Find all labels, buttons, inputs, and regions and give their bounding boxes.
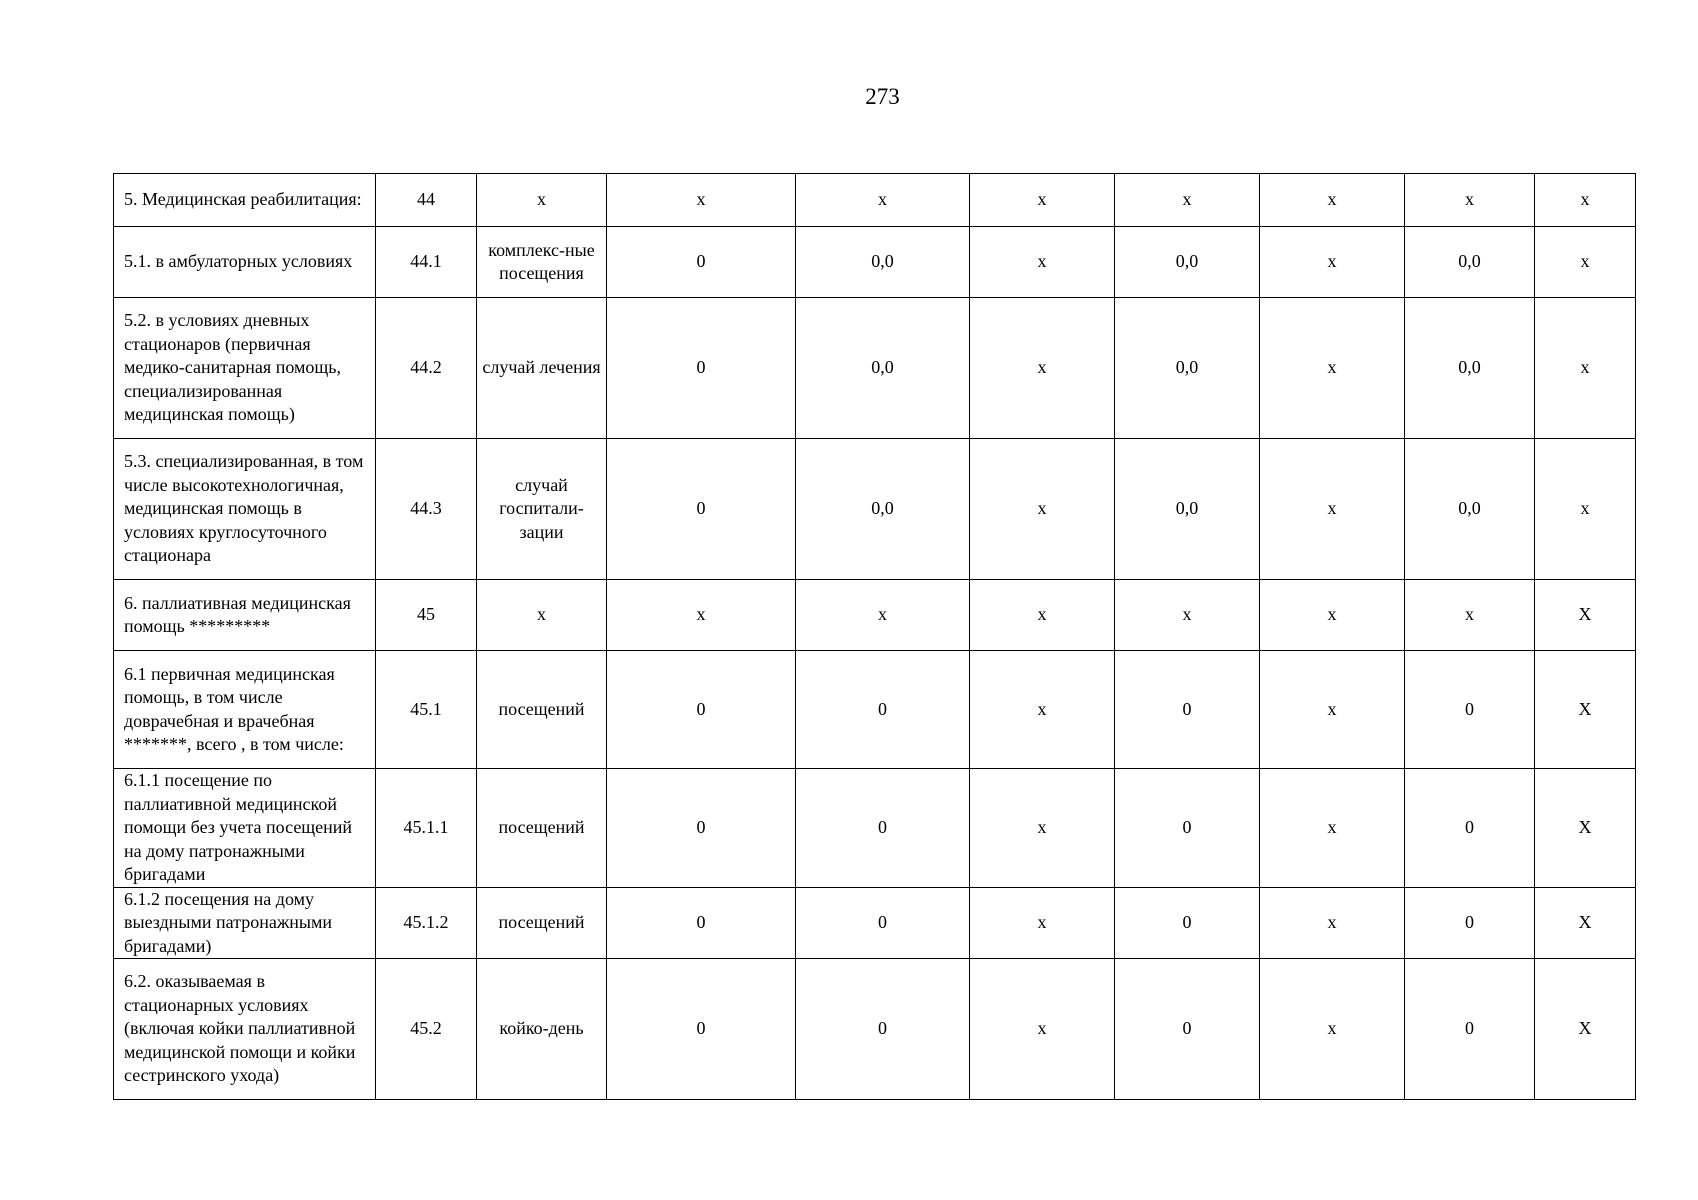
row-value: х [1260, 959, 1405, 1100]
row-value: 0 [607, 887, 796, 959]
row-value: 0 [1405, 651, 1535, 769]
row-value: х [970, 298, 1115, 439]
row-name: 5. Медицинская реабилитация: [114, 174, 376, 227]
row-value: 0 [1115, 959, 1260, 1100]
row-name: 5.3. специализированная, в том числе высокотехнологичная, медицинская помощь в условиях круглосуточного стационара [114, 439, 376, 580]
row-value: 0,0 [796, 439, 970, 580]
table-row [114, 580, 1636, 651]
row-value: 0 [607, 651, 796, 769]
row-value: х [607, 174, 796, 227]
row-unit: комплекс-ные посещения [477, 227, 607, 298]
row-value: х [970, 580, 1115, 651]
row-value: х [1260, 227, 1405, 298]
row-unit: койко-день [477, 959, 607, 1100]
row-value: 0 [796, 769, 970, 888]
row-name: 5.2. в условиях дневных стационаров (первичная медико-санитарная помощь, специализированная медицинская помощь) [114, 298, 376, 439]
row-value: х [1260, 298, 1405, 439]
row-value: х [1535, 298, 1636, 439]
row-unit: х [477, 580, 607, 651]
row-value: 0,0 [1405, 439, 1535, 580]
row-value: х [970, 769, 1115, 888]
table-row [114, 298, 1636, 439]
row-value: х [796, 174, 970, 227]
row-value: 0 [607, 959, 796, 1100]
row-value: х [970, 174, 1115, 227]
row-value: 0 [1405, 769, 1535, 888]
row-unit: случай лечения [477, 298, 607, 439]
row-value: х [1260, 174, 1405, 227]
row-code: 45.1.2 [376, 887, 477, 959]
row-value: х [1260, 887, 1405, 959]
row-value: 0 [1115, 769, 1260, 888]
row-value: х [970, 227, 1115, 298]
row-value: х [796, 580, 970, 651]
data-table [113, 173, 1636, 1100]
row-value: х [970, 439, 1115, 580]
row-value: 0 [1115, 887, 1260, 959]
row-value: х [1405, 174, 1535, 227]
row-value: 0,0 [796, 227, 970, 298]
row-unit: посещений [477, 887, 607, 959]
row-name: 6.2. оказываемая в стационарных условиях (включая койки паллиативной медицинской помощи и койки сестринского ухода) [114, 959, 376, 1100]
row-value: Х [1535, 580, 1636, 651]
row-value: х [607, 580, 796, 651]
row-value: х [970, 887, 1115, 959]
table-row [114, 174, 1636, 227]
row-name: 6.1.2 посещения на дому выездными патронажными бригадами) [114, 887, 376, 959]
table-row [114, 769, 1636, 888]
row-value: х [1115, 174, 1260, 227]
row-value: 0 [607, 298, 796, 439]
row-name: 5.1. в амбулаторных условиях [114, 227, 376, 298]
row-value: х [1115, 580, 1260, 651]
row-code: 44.2 [376, 298, 477, 439]
row-value: 0,0 [1405, 227, 1535, 298]
row-code: 45.1 [376, 651, 477, 769]
row-value: х [970, 959, 1115, 1100]
row-value: 0,0 [1115, 298, 1260, 439]
table-row [114, 887, 1636, 959]
table-row [114, 439, 1636, 580]
row-value: х [1260, 651, 1405, 769]
row-value: 0 [796, 959, 970, 1100]
row-value: Х [1535, 651, 1636, 769]
row-code: 44 [376, 174, 477, 227]
row-value: 0 [1115, 651, 1260, 769]
row-value: 0 [607, 769, 796, 888]
row-code: 45.2 [376, 959, 477, 1100]
row-code: 45 [376, 580, 477, 651]
row-code: 44.1 [376, 227, 477, 298]
row-unit: х [477, 174, 607, 227]
row-value: 0 [607, 439, 796, 580]
table-row [114, 651, 1636, 769]
row-value: 0 [1405, 959, 1535, 1100]
row-value: 0 [796, 887, 970, 959]
row-value: х [1405, 580, 1535, 651]
row-value: 0,0 [1115, 439, 1260, 580]
table-row [114, 959, 1636, 1100]
row-value: Х [1535, 887, 1636, 959]
row-value: х [1535, 227, 1636, 298]
row-value: 0 [1405, 887, 1535, 959]
row-value: х [1535, 439, 1636, 580]
row-unit: случай госпитали-зации [477, 439, 607, 580]
table-row [114, 227, 1636, 298]
row-value: 0,0 [1115, 227, 1260, 298]
row-value: Х [1535, 769, 1636, 888]
row-value: 0,0 [796, 298, 970, 439]
row-value: Х [1535, 959, 1636, 1100]
row-value: 0 [796, 651, 970, 769]
row-value: 0,0 [1405, 298, 1535, 439]
row-name: 6.1 первичная медицинская помощь, в том числе доврачебная и врачебная *******, всего , в том числе: [114, 651, 376, 769]
row-name: 6. паллиативная медицинская помощь ********* [114, 580, 376, 651]
row-unit: посещений [477, 651, 607, 769]
row-value: х [1260, 580, 1405, 651]
page-number: 273 [865, 84, 900, 109]
row-value: 0 [607, 227, 796, 298]
row-value: х [1535, 174, 1636, 227]
row-name: 6.1.1 посещение по паллиативной медицинской помощи без учета посещений на дому патронажными бригадами [114, 769, 376, 888]
row-value: х [970, 651, 1115, 769]
row-value: х [1260, 769, 1405, 888]
row-code: 45.1.1 [376, 769, 477, 888]
row-code: 44.3 [376, 439, 477, 580]
row-value: х [1260, 439, 1405, 580]
row-unit: посещений [477, 769, 607, 888]
